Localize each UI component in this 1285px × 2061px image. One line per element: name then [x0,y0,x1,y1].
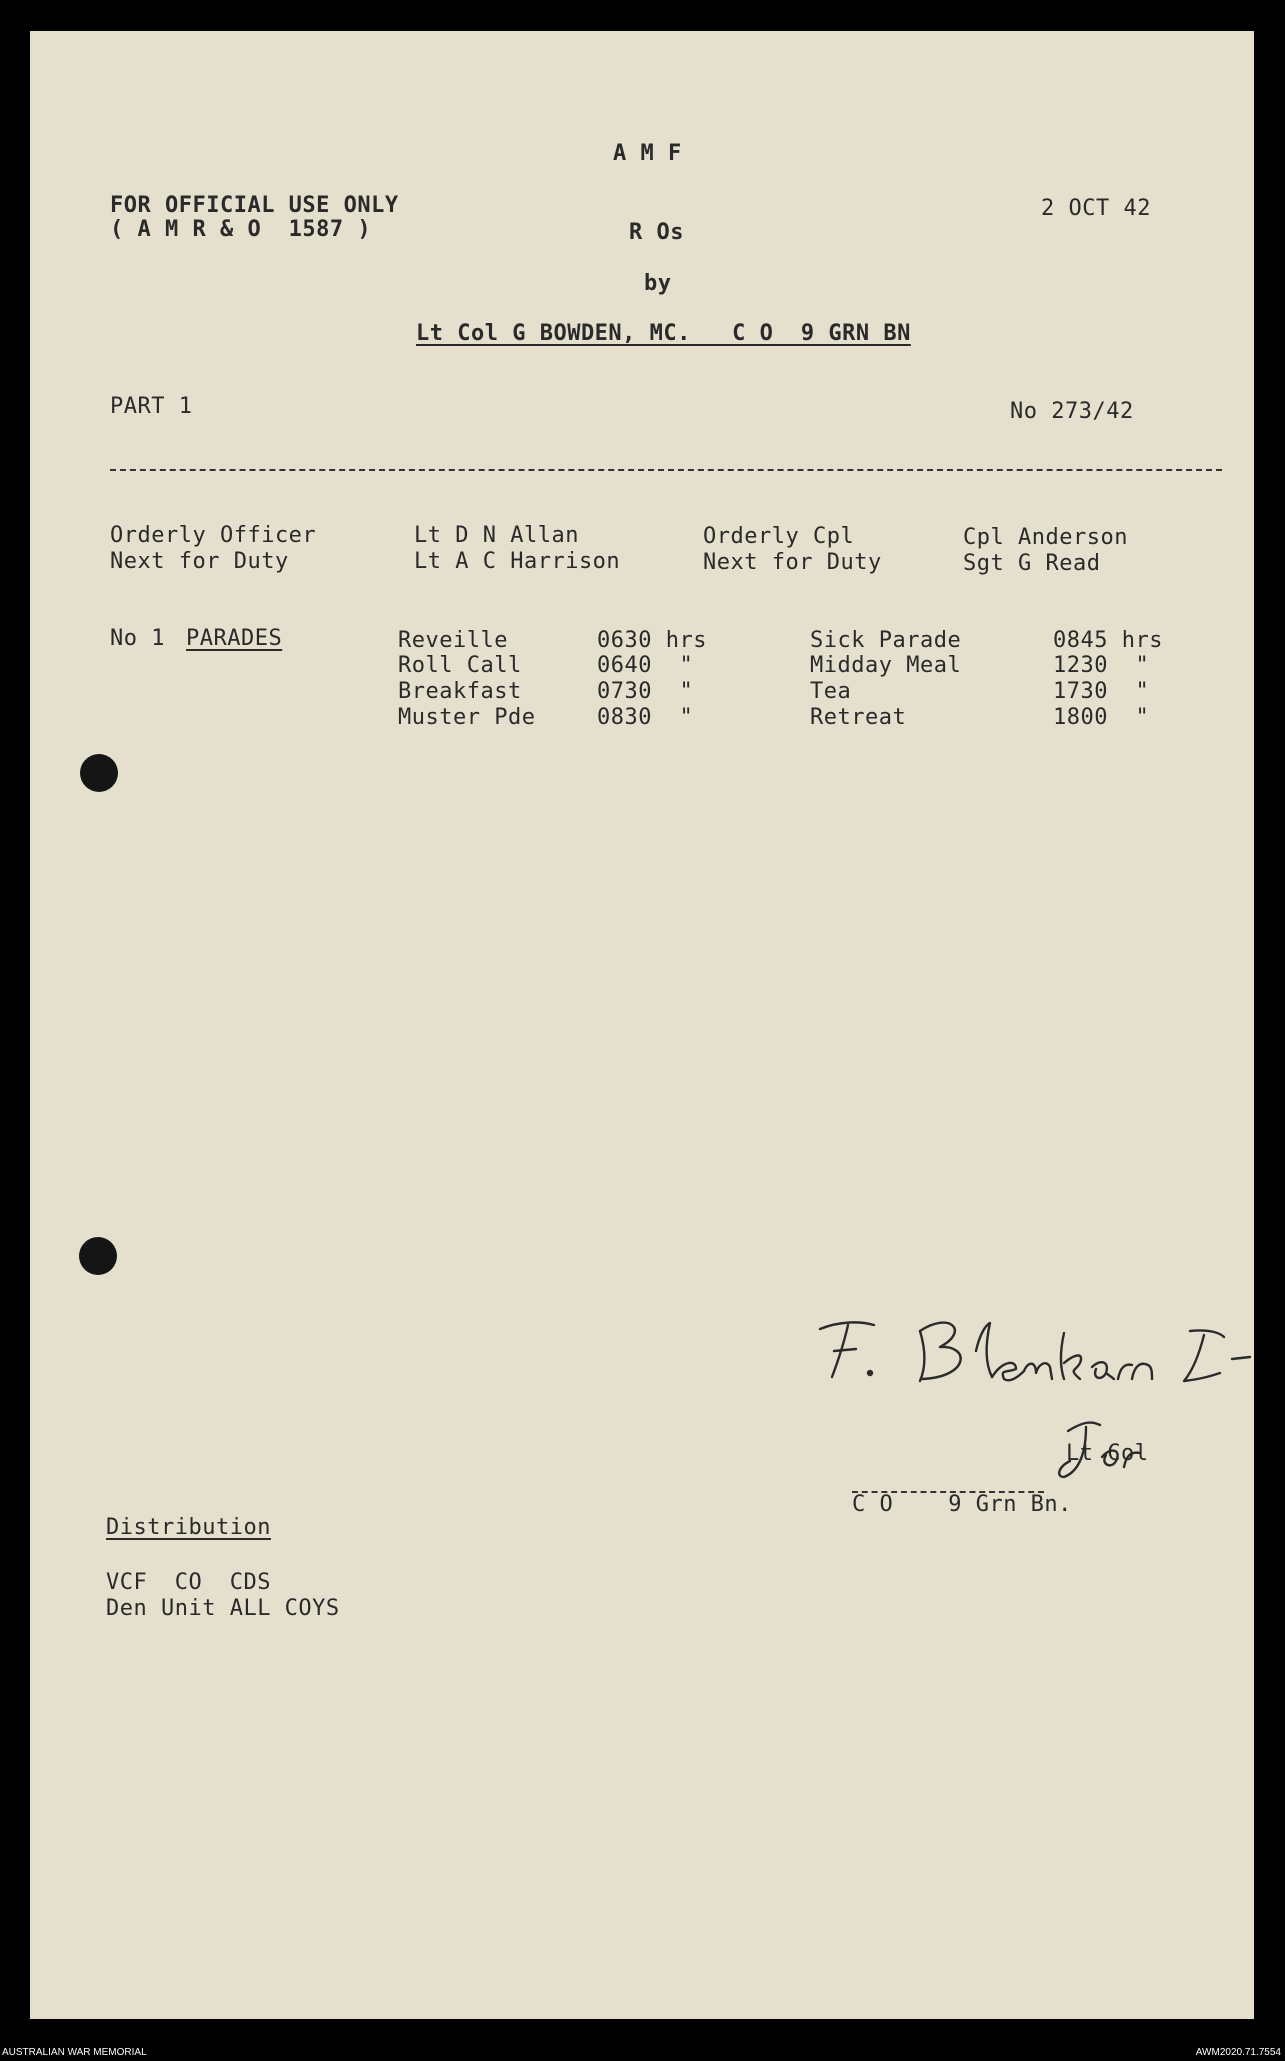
orderly-cpl-name: Cpl Anderson [963,525,1128,550]
parade-name: Sick Parade [810,628,962,653]
parade-time: 0730 " [597,679,694,704]
official-use-label: FOR OFFICIAL USE ONLY [110,193,399,218]
footer-credit: AUSTRALIAN WAR MEMORIAL [2,2047,147,2058]
punch-hole [80,754,118,792]
amf-heading: A M F [613,141,682,166]
document-date: 2 OCT 42 [1041,196,1151,221]
order-number: No 273/42 [1010,399,1134,424]
distribution-title: Distribution [106,1515,271,1540]
next-duty-label: Next for Duty [703,550,882,575]
parade-name: Retreat [810,705,907,730]
parade-time: 0640 " [597,653,694,678]
routine-orders-heading: R Os [629,220,684,245]
parade-time: 1800 " [1053,705,1150,730]
next-duty-label: Next for Duty [110,549,289,574]
parades-number: No 1 [110,626,165,651]
parade-name: Midday Meal [810,653,962,678]
by-label: by [644,271,672,296]
footer-accession-number: AWM2020.71.7554 [1195,2047,1281,2058]
next-officer-name: Lt A C Harrison [414,549,621,574]
parade-time: 1230 " [1053,653,1150,678]
signatory-unit: C O 9 Grn Bn. [852,1492,1072,1517]
amr-reference: ( A M R & O 1587 ) [110,217,372,242]
signatory-rank: Lt Col [1066,1441,1149,1466]
parade-name: Roll Call [398,653,522,678]
parade-name: Muster Pde [398,705,536,730]
parades-title: PARADES [186,626,283,651]
parade-time: 1730 " [1053,679,1150,704]
distribution-line: VCF CO CDS [106,1570,271,1595]
orderly-officer-name: Lt D N Allan [414,523,579,548]
orderly-cpl-label: Orderly Cpl [703,524,855,549]
part-label: PART 1 [110,394,193,419]
orderly-officer-label: Orderly Officer [110,523,317,548]
parade-time: 0830 " [597,705,694,730]
document-page [30,31,1254,2019]
punch-hole [79,1237,117,1275]
separator-line [110,469,1222,471]
commander-line: Lt Col G BOWDEN, MC. C O 9 GRN BN [416,321,911,346]
parade-name: Reveille [398,628,508,653]
distribution-line: Den Unit ALL COYS [106,1596,340,1621]
parade-time: 0630 hrs [597,628,707,653]
parade-name: Breakfast [398,679,522,704]
next-cpl-name: Sgt G Read [963,551,1101,576]
handwritten-signature [780,1281,1260,1481]
parade-name: Tea [810,679,852,704]
parade-time: 0845 hrs [1053,628,1163,653]
